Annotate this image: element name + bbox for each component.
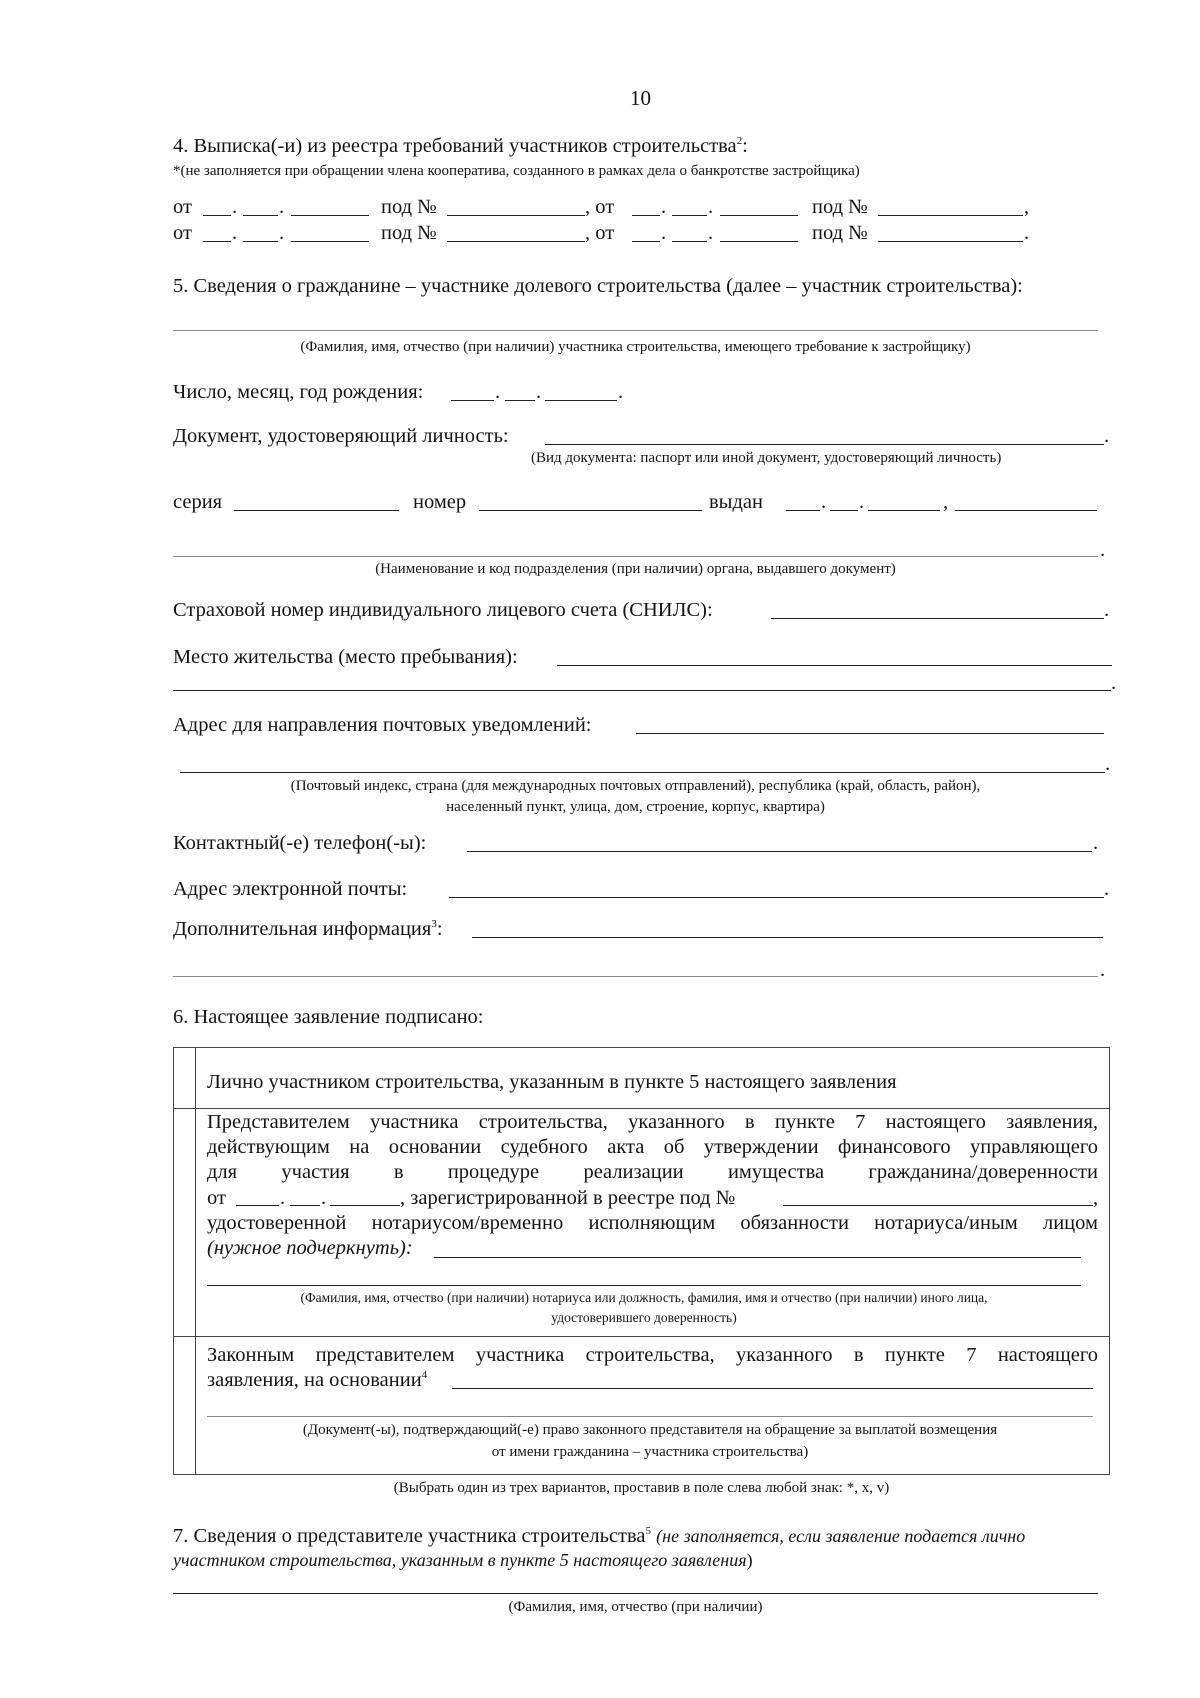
date-separator: . — [232, 196, 238, 218]
section-5-title: 5. Сведения о гражданине – участнике долевого строительства (далее – участник строительства): — [173, 275, 1023, 297]
comma: , — [943, 491, 949, 513]
extract-1-year-field[interactable] — [291, 215, 369, 216]
fio-field[interactable] — [173, 330, 1098, 331]
date-separator: . — [536, 381, 542, 403]
date-separator: . — [495, 381, 501, 403]
extract-3-day-field[interactable] — [203, 241, 231, 242]
date-separator: . — [661, 222, 667, 244]
extract-1-month-field[interactable] — [243, 215, 278, 216]
from-label: от — [173, 222, 192, 244]
issuer-caption: (Наименование и код подразделения (при наличии) органа, выдавшего документ) — [375, 561, 896, 577]
extract-4-day-field[interactable] — [632, 241, 660, 242]
table-column-divider — [195, 1047, 196, 1475]
postal-address-field-1[interactable] — [636, 733, 1104, 734]
number-label: под № — [381, 196, 437, 218]
phone-label: Контактный(-е) телефон(-ы): — [173, 832, 427, 854]
poa-register-number-field[interactable] — [783, 1205, 1093, 1206]
postal-address-field-2[interactable] — [180, 772, 1105, 773]
date-separator: . — [821, 491, 827, 513]
option-3-checkbox[interactable] — [174, 1337, 194, 1474]
extra-info-field-2[interactable] — [173, 976, 1098, 977]
option-2-underline-note: (нужное подчеркнуть): — [207, 1237, 413, 1259]
issuer-field[interactable] — [173, 556, 1098, 557]
issued-day-field[interactable] — [786, 510, 820, 511]
fio-caption: (Фамилия, имя, отчество (при наличии) участника строительства, имеющего требование к застройщику) — [300, 339, 971, 355]
extract-2-month-field[interactable] — [672, 215, 707, 216]
extract-3-number-field[interactable] — [447, 241, 585, 242]
date-separator: . — [232, 222, 238, 244]
representative-fio-caption: (Фамилия, имя, отчество (при наличии) — [508, 1599, 763, 1615]
option-3-line-2: заявления, на основании$^4$ — [207, 1369, 428, 1391]
from-label: от — [207, 1187, 226, 1209]
issued-month-field[interactable] — [830, 510, 858, 511]
notary-caption-line-1: (Фамилия, имя, отчество (при наличии) нотариуса или должность, фамилия, имя и отчество (при наличии) иного лица, — [300, 1290, 988, 1305]
extra-info-field-1[interactable] — [472, 937, 1103, 938]
section-6-title: 6. Настоящее заявление подписано: — [173, 1006, 484, 1028]
number-label: под № — [812, 196, 868, 218]
residence-field-1[interactable] — [557, 665, 1112, 666]
snils-field[interactable] — [771, 618, 1104, 619]
period: . — [1093, 832, 1099, 854]
date-separator: . — [708, 196, 714, 218]
email-field[interactable] — [449, 897, 1104, 898]
page-number: 10 — [630, 86, 651, 110]
snils-label: Страховой номер индивидуального лицевого счета (СНИЛС): — [173, 599, 713, 621]
birth-month-field[interactable] — [505, 400, 535, 401]
option-3-line-1: Законным представителем участника строительства, указанного в пункте 7 настоящего — [207, 1344, 1098, 1366]
series-label: серия — [173, 491, 223, 513]
date-separator: . — [321, 1187, 327, 1209]
option-2-checkbox[interactable] — [174, 1109, 194, 1335]
residence-label: Место жительства (место пребывания): — [173, 646, 518, 668]
number-label: номер — [413, 491, 467, 513]
extract-4-year-field[interactable] — [720, 241, 798, 242]
period: . — [1100, 959, 1106, 981]
birth-day-field[interactable] — [451, 400, 494, 401]
birth-year-field[interactable] — [545, 400, 617, 401]
extract-4-number-field[interactable] — [878, 241, 1023, 242]
extra-info-label: Дополнительная информация$^3$: — [173, 918, 443, 940]
issued-year-field[interactable] — [868, 510, 940, 511]
id-document-label: Документ, удостоверяющий личность: — [173, 425, 509, 447]
date-separator: . — [280, 1187, 286, 1209]
from-label: , от — [585, 196, 615, 218]
legal-basis-caption-line-2: от имени гражданина – участника строительства) — [491, 1444, 809, 1460]
section-4-title: 4. Выписка(-и) из реестра требований участников строительства$^2$: — [173, 135, 748, 157]
extract-3-month-field[interactable] — [243, 241, 278, 242]
period: . — [1111, 672, 1117, 694]
date-separator: . — [279, 196, 285, 218]
id-document-field[interactable] — [545, 444, 1104, 445]
email-label: Адрес электронной почты: — [173, 878, 408, 900]
notary-field-1[interactable] — [434, 1257, 1081, 1258]
comma: , — [1024, 196, 1030, 218]
comma: , — [1093, 1187, 1099, 1209]
option-2-line-3: для участия в процедуре реализации имущества гражданина/доверенности — [207, 1161, 1098, 1183]
poa-day-field[interactable] — [236, 1205, 279, 1206]
date-separator: . — [279, 222, 285, 244]
extract-3-year-field[interactable] — [291, 241, 369, 242]
option-2-line-2: действующим на основании судебного акта об утверждении финансового управляющего — [207, 1136, 1098, 1158]
poa-register-label: , зарегистрированной в реестре под № — [400, 1187, 736, 1209]
option-2-line-1: Представителем участника строительства, указанного в пункте 7 настоящего заявления, — [207, 1111, 1098, 1133]
period: . — [1104, 878, 1110, 900]
poa-year-field[interactable] — [330, 1205, 400, 1206]
period: . — [1104, 425, 1110, 447]
section-4-note: *(не заполняется при обращении члена кооператива, созданного в рамках дела о банкротстве застройщика) — [173, 163, 860, 179]
birth-date-label: Число, месяц, год рождения: — [173, 381, 424, 403]
postal-address-label: Адрес для направления почтовых уведомлений: — [173, 714, 592, 736]
extract-2-day-field[interactable] — [632, 215, 660, 216]
series-field[interactable] — [234, 510, 399, 511]
number-label: под № — [812, 222, 868, 244]
option-1-text: Лично участником строительства, указанным в пункте 5 настоящего заявления — [207, 1071, 897, 1093]
issued-extra-field[interactable] — [955, 510, 1097, 511]
option-2-line-5: удостоверенной нотариусом/временно исполняющим обязанности нотариуса/иным лицом — [207, 1212, 1098, 1234]
extract-1-day-field[interactable] — [203, 215, 231, 216]
section-7-title: 7. Сведения о представителе участника строительства$^5$ (не заполняется, если заявление подается лично — [173, 1525, 1026, 1547]
section-7-note: участником строительства, указанным в пункте 5 настоящего заявления) — [173, 1550, 753, 1570]
issued-label: выдан — [709, 491, 763, 513]
extract-1-number-field[interactable] — [447, 215, 585, 216]
date-separator: . — [859, 491, 865, 513]
period: . — [1024, 222, 1030, 244]
postal-caption-line-1: (Почтовый индекс, страна (для международных почтовых отправлений), республика (край, область, район), — [290, 778, 981, 794]
period: . — [1105, 753, 1111, 775]
representative-fio-field[interactable] — [173, 1593, 1098, 1594]
legal-basis-field-1[interactable] — [452, 1388, 1093, 1389]
period: . — [618, 381, 624, 403]
table-row-divider — [173, 1336, 1110, 1337]
from-label: от — [173, 196, 192, 218]
extract-2-year-field[interactable] — [720, 215, 798, 216]
doc-number-field[interactable] — [479, 510, 702, 511]
residence-field-2[interactable] — [173, 690, 1111, 691]
extract-2-number-field[interactable] — [878, 215, 1023, 216]
from-label: , от — [585, 222, 615, 244]
legal-basis-caption-line-1: (Документ(-ы), подтверждающий(-е) право законного представителя на обращение за выплатой возмещения — [302, 1422, 998, 1438]
period: . — [1100, 539, 1106, 561]
id-document-caption: (Вид документа: паспорт или иной документ, удостоверяющий личность) — [531, 450, 1002, 466]
number-label: под № — [381, 222, 437, 244]
table-row-divider — [173, 1108, 1110, 1109]
postal-caption-line-2: населенный пункт, улица, дом, строение, корпус, квартира) — [446, 799, 825, 815]
date-separator: . — [661, 196, 667, 218]
period: . — [1104, 599, 1110, 621]
legal-basis-field-2[interactable] — [207, 1416, 1093, 1417]
notary-caption-line-2: удостоверившего доверенность) — [551, 1310, 737, 1325]
extract-4-month-field[interactable] — [672, 241, 707, 242]
poa-month-field[interactable] — [290, 1205, 320, 1206]
table-instruction: (Выбрать один из трех вариантов, проставив в поле слева любой знак: *, x, v) — [393, 1480, 890, 1496]
option-1-checkbox[interactable] — [174, 1048, 194, 1107]
phone-field[interactable] — [467, 851, 1092, 852]
date-separator: . — [708, 222, 714, 244]
notary-field-2[interactable] — [207, 1285, 1081, 1286]
